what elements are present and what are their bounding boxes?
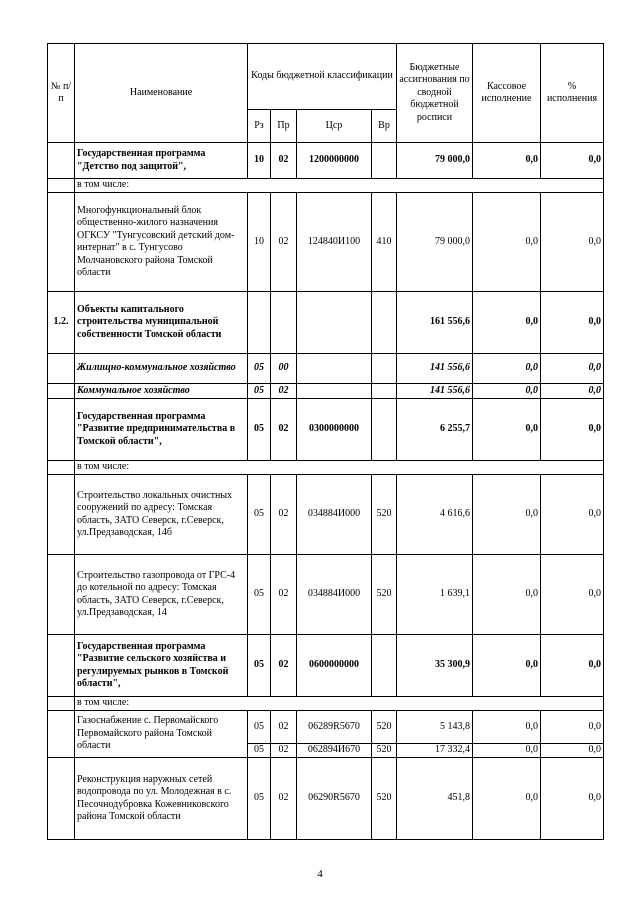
row-num	[48, 179, 75, 193]
row-num: 1.2.	[48, 292, 75, 354]
row-percent: 0,0	[541, 143, 604, 179]
row-vr	[372, 143, 397, 179]
row-cash: 0,0	[473, 354, 541, 384]
row-amount: 4 616,6	[397, 475, 473, 555]
budget-table	[47, 43, 604, 840]
row-csr	[297, 384, 372, 399]
table-row	[48, 461, 604, 475]
row-csr: 034884И000	[297, 555, 372, 635]
row-name: Многофункциональный блок общественно-жилого назначения ОГКСУ "Тунгусовский детский дом-интернат" в с. Тунгусово Молчановского района Томской области	[75, 193, 248, 292]
row-pr: 02	[271, 635, 297, 697]
row-name: Строительство локальных очистных сооружений по адресу: Томская область, ЗАТО Северск, г.Северск, ул.Предзаводская, 14б	[75, 475, 248, 555]
row-num	[48, 384, 75, 399]
row-vr	[372, 399, 397, 461]
row-rz: 05	[248, 635, 271, 697]
col-header-name: Наименование	[75, 44, 248, 143]
row-cash: 0,0	[473, 635, 541, 697]
row-amount: 1 639,1	[397, 555, 473, 635]
table-row	[48, 193, 604, 292]
col-header-codes: Коды бюджетной классификации	[248, 44, 397, 110]
row-name: Реконструкция наружных сетей водопровода по ул. Молодежная в с. Песочнодубровка Кожевниковского района Томской области	[75, 758, 248, 840]
row-cash: 0,0	[473, 475, 541, 555]
row-vr	[372, 384, 397, 399]
row-percent: 0,0	[541, 758, 604, 840]
row-rz: 05	[248, 711, 271, 744]
row-csr: 1200000000	[297, 143, 372, 179]
row-pr: 02	[271, 555, 297, 635]
row-rz: 05	[248, 744, 271, 758]
row-pr: 00	[271, 354, 297, 384]
row-percent: 0,0	[541, 555, 604, 635]
row-csr: 06289R5670	[297, 711, 372, 744]
row-subheading: в том числе:	[75, 461, 604, 475]
row-name: Государственная программа "Развитие сельского хозяйства и регулируемых рынков в Томской области",	[75, 635, 248, 697]
table-row	[48, 399, 604, 461]
row-amount: 451,8	[397, 758, 473, 840]
row-vr: 410	[372, 193, 397, 292]
row-csr: 034884И000	[297, 475, 372, 555]
row-num	[48, 711, 75, 758]
col-header-percent: % исполнения	[541, 44, 604, 143]
table-row	[48, 292, 604, 354]
row-percent: 0,0	[541, 384, 604, 399]
row-csr: 062894И670	[297, 744, 372, 758]
row-amount: 6 255,7	[397, 399, 473, 461]
row-num	[48, 475, 75, 555]
row-csr: 06290R5670	[297, 758, 372, 840]
col-header-assignments: Бюджетные ассигнования по сводной бюджетной росписи	[397, 44, 473, 143]
row-pr: 02	[271, 475, 297, 555]
row-num	[48, 354, 75, 384]
row-vr: 520	[372, 711, 397, 744]
row-amount: 17 332,4	[397, 744, 473, 758]
header-row-top	[48, 44, 604, 110]
row-rz: 05	[248, 399, 271, 461]
row-percent: 0,0	[541, 399, 604, 461]
row-num	[48, 555, 75, 635]
row-num	[48, 143, 75, 179]
row-num	[48, 697, 75, 711]
row-cash: 0,0	[473, 758, 541, 840]
row-pr	[271, 292, 297, 354]
row-cash: 0,0	[473, 555, 541, 635]
row-pr: 02	[271, 143, 297, 179]
row-amount: 141 556,6	[397, 354, 473, 384]
row-percent: 0,0	[541, 475, 604, 555]
row-pr: 02	[271, 744, 297, 758]
row-amount: 79 000,0	[397, 143, 473, 179]
row-rz	[248, 292, 271, 354]
col-header-csr: Цср	[297, 110, 372, 143]
row-cash: 0,0	[473, 399, 541, 461]
row-csr: 0300000000	[297, 399, 372, 461]
row-vr: 520	[372, 475, 397, 555]
table-row	[48, 711, 604, 744]
col-header-num: № п/п	[48, 44, 75, 143]
row-vr: 520	[372, 555, 397, 635]
row-num	[48, 399, 75, 461]
row-num	[48, 758, 75, 840]
row-vr	[372, 635, 397, 697]
row-amount: 79 000,0	[397, 193, 473, 292]
row-num	[48, 461, 75, 475]
row-name: Строительство газопровода от ГРС-4 до котельной по адресу: Томская область, ЗАТО Северск, г.Северск, ул.Предзаводская, 14	[75, 555, 248, 635]
row-vr	[372, 292, 397, 354]
row-name: Объекты капитального строительства муниципальной собственности Томской области	[75, 292, 248, 354]
row-cash: 0,0	[473, 384, 541, 399]
page-number: 4	[317, 868, 323, 880]
table-row	[48, 635, 604, 697]
row-name: Государственная программа "Детство под защитой",	[75, 143, 248, 179]
row-name: Газоснабжение с. Первомайского Первомайского района Томской области	[75, 711, 248, 758]
row-csr	[297, 354, 372, 384]
row-csr: 0600000000	[297, 635, 372, 697]
row-cash: 0,0	[473, 744, 541, 758]
row-amount: 141 556,6	[397, 384, 473, 399]
row-cash: 0,0	[473, 193, 541, 292]
table-row	[48, 143, 604, 179]
row-vr: 520	[372, 744, 397, 758]
col-header-vr: Вр	[372, 110, 397, 143]
row-pr: 02	[271, 399, 297, 461]
row-vr: 520	[372, 758, 397, 840]
row-amount: 5 143,8	[397, 711, 473, 744]
row-amount: 35 300,9	[397, 635, 473, 697]
row-subheading: в том числе:	[75, 179, 604, 193]
row-vr	[372, 354, 397, 384]
col-header-rz: Рз	[248, 110, 271, 143]
row-rz: 05	[248, 384, 271, 399]
row-rz: 05	[248, 555, 271, 635]
table-row	[48, 354, 604, 384]
row-rz: 10	[248, 193, 271, 292]
row-cash: 0,0	[473, 711, 541, 744]
table-row	[48, 475, 604, 555]
row-percent: 0,0	[541, 354, 604, 384]
col-header-cash: Кассовое исполнение	[473, 44, 541, 143]
row-num	[48, 193, 75, 292]
row-percent: 0,0	[541, 193, 604, 292]
row-pr: 02	[271, 711, 297, 744]
row-pr: 02	[271, 193, 297, 292]
row-subheading: в том числе:	[75, 697, 604, 711]
row-percent: 0,0	[541, 292, 604, 354]
row-rz: 05	[248, 475, 271, 555]
table-row	[48, 758, 604, 840]
row-cash: 0,0	[473, 292, 541, 354]
row-pr: 02	[271, 384, 297, 399]
row-amount: 161 556,6	[397, 292, 473, 354]
row-percent: 0,0	[541, 635, 604, 697]
row-rz: 05	[248, 354, 271, 384]
col-header-pr: Пр	[271, 110, 297, 143]
row-csr: 124840И100	[297, 193, 372, 292]
row-name: Жилищно-коммунальное хозяйство	[75, 354, 248, 384]
row-name: Коммунальное хозяйство	[75, 384, 248, 399]
row-rz: 05	[248, 758, 271, 840]
table-row	[48, 384, 604, 399]
row-percent: 0,0	[541, 744, 604, 758]
table-row	[48, 555, 604, 635]
table-row	[48, 179, 604, 193]
row-rz: 10	[248, 143, 271, 179]
row-num	[48, 635, 75, 697]
row-csr	[297, 292, 372, 354]
row-pr: 02	[271, 758, 297, 840]
row-cash: 0,0	[473, 143, 541, 179]
row-name: Государственная программа "Развитие предпринимательства в Томской области",	[75, 399, 248, 461]
table-row	[48, 697, 604, 711]
row-percent: 0,0	[541, 711, 604, 744]
